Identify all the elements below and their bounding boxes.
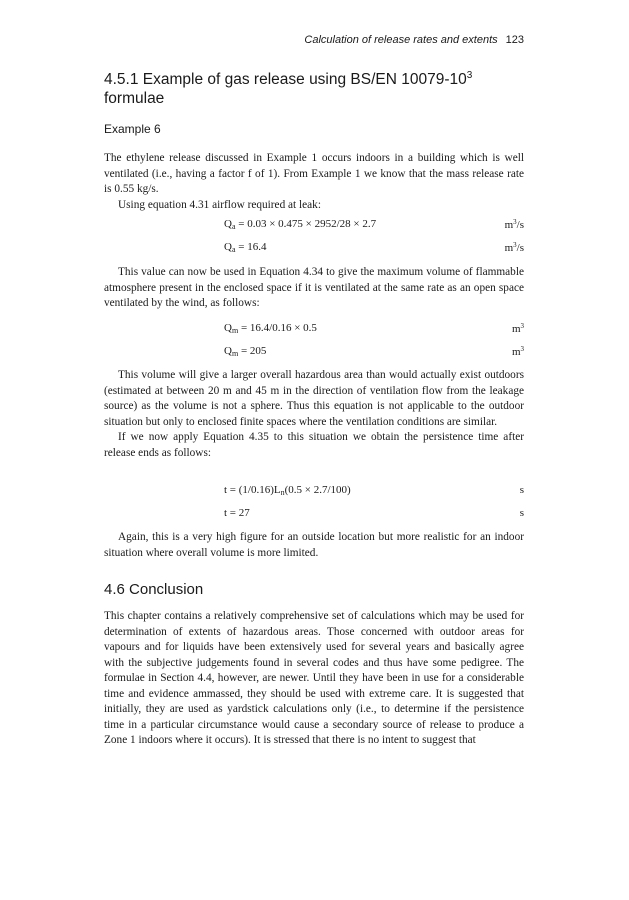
equation-2: $Q_a = 16.4$ $m^3/s$ <box>224 241 524 254</box>
paragraph-5: This chapter contains a relatively comprehensive set of calculations which may be used for determination of extents of hazardous areas. Those concerned with outdoor areas for vapours and for liquids have been extensively used for several years and basically agree with the subjective judgements found in several codes and thus have some pedigree. The formulae in Section 4.4, however, are newer. Until they have been in use for a considerable time and evidence ammassed, they should be used with extreme care. It is suggested that initially, they are used as yardstick calculations only (i.e., to determine if the persistence time in a particular circumstance would cause a secondary source of release to produce a Zone 1 indoors where it occurs). It is stressed that there is no intent to suggest that <box>104 610 524 746</box>
equation-1: $Q_a = 0.03 \times 0.475 \times 2952/28 \times 2.7$ $m^3/s$ <box>224 218 524 231</box>
paragraph-1: The ethylene release discussed in Example 1 occurs indoors in a building which is well ventilated (i.e., having a factor f of 1). From Example 1 we know that the mass release rate is 0.55 kg/s. Using equation 4.31 airflow required at leak: <box>104 152 524 211</box>
paragraph-4: Again, this is a very high figure for an outside location but more realistic for an indoor situation where overall volume is more limited. <box>104 531 524 559</box>
equation-4: $Q_m = 205$ $m^3$ <box>224 345 524 358</box>
equation-5: $t = (1/0.16)L_n(0.5 \times 2.7/100)$ s <box>224 484 524 497</box>
section-heading-4-6: 4.6 Conclusion <box>104 581 204 598</box>
equation-6: t = 27 s <box>224 507 524 519</box>
running-title: Calculation of release rates and extents <box>304 34 498 46</box>
equation-3: $Q_m = 16.4/0.16 \times 0.5$ $m^3$ <box>224 322 524 335</box>
example-label: Example 6 <box>104 122 161 136</box>
paragraph-3: This volume will give a larger overall hazardous area than would actually exist outdoors (estimated at between 20 m and 45 m in the direction of ventilation flow from the leakage source) as the volume is not a sphere. Thus this equation is not applicable to the outdoor situation but only to enclosed finite spaces where the ventilation conditions are similar. If we now apply Equation 4.35 to this situation we obtain the persistence time after release ends as follows: <box>104 369 524 459</box>
section-heading-4-5-1: 4.5.1 Example of gas release using BS/EN $10079-10^3$ formulae <box>104 70 473 107</box>
page-number: 123 <box>505 34 524 46</box>
running-head <box>304 34 524 46</box>
paragraph-2: This value can now be used in Equation 4.34 to give the maximum volume of flammable atmosphere present in the enclosed space if it is ventilated at the same rate as an open space ventilated by the wind, as follows: <box>104 266 524 309</box>
